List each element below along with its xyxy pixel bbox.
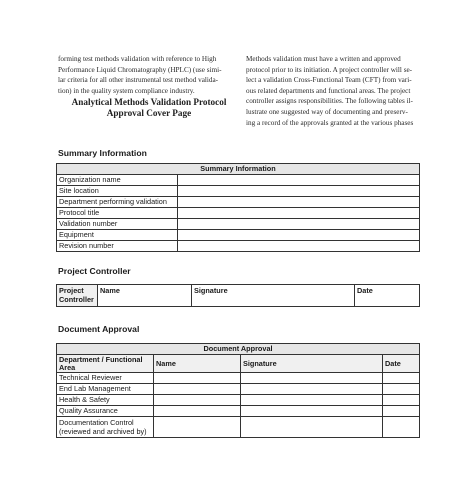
site-location-field[interactable] bbox=[178, 186, 420, 197]
intro-left-line: Performance Liquid Chromatography (HPLC) (use simi- bbox=[58, 65, 222, 74]
department-field[interactable] bbox=[178, 197, 420, 208]
cover-title-line-1: Analytical Methods Validation Protocol bbox=[71, 97, 227, 107]
table-row bbox=[57, 384, 420, 395]
row-label: Health & Safety bbox=[57, 395, 154, 406]
intro-right-line: lect a validation Cross-Functional Team (CFT) from vari- bbox=[246, 76, 412, 85]
row-label: Validation number bbox=[57, 219, 178, 230]
date-column-header: Date bbox=[383, 355, 420, 373]
summary-table bbox=[56, 163, 420, 252]
controller-section-heading: Project Controller bbox=[58, 266, 131, 276]
summary-table-header: Summary Information bbox=[57, 164, 420, 175]
cover-page-title bbox=[54, 97, 244, 119]
row-label: Documentation Control (reviewed and archived by) bbox=[57, 417, 154, 438]
intro-right-line: Methods validation must have a written and approved bbox=[246, 55, 401, 63]
row-label: Technical Reviewer bbox=[57, 373, 154, 384]
name-column-header: Name bbox=[154, 355, 241, 373]
project-controller-label: Project Controller bbox=[57, 285, 98, 307]
validation-number-field[interactable] bbox=[178, 219, 420, 230]
table-row bbox=[57, 219, 420, 230]
intro-right-line: ous related departments and functional areas. The project bbox=[246, 86, 411, 95]
signature-field[interactable] bbox=[241, 395, 383, 406]
row-label: Equipment bbox=[57, 230, 178, 241]
table-row bbox=[57, 175, 420, 186]
date-field[interactable] bbox=[383, 373, 420, 384]
row-label: Quality Assurance bbox=[57, 406, 154, 417]
cover-title-line-2: Approval Cover Page bbox=[106, 108, 192, 118]
row-label: Site location bbox=[57, 186, 178, 197]
name-field[interactable] bbox=[154, 373, 241, 384]
intro-left-column bbox=[58, 54, 236, 96]
table-row bbox=[57, 285, 420, 307]
revision-number-field[interactable] bbox=[178, 241, 420, 252]
row-label: Protocol title bbox=[57, 208, 178, 219]
name-field[interactable] bbox=[154, 395, 241, 406]
intro-left-line: forming test methods validation with reference to High bbox=[58, 55, 217, 63]
protocol-title-field[interactable] bbox=[178, 208, 420, 219]
table-row bbox=[57, 406, 420, 417]
table-header-row bbox=[57, 164, 420, 175]
intro-right-line: controller assigns responsibilities. The following tables il- bbox=[246, 97, 413, 106]
table-row bbox=[57, 208, 420, 219]
date-field[interactable] bbox=[383, 395, 420, 406]
signature-field[interactable] bbox=[241, 417, 383, 438]
name-field[interactable] bbox=[154, 417, 241, 438]
intro-right-line: ing a record of the approvals granted at the various phases bbox=[246, 118, 414, 127]
row-label: End Lab Management bbox=[57, 384, 154, 395]
approval-table-header: Document Approval bbox=[57, 344, 420, 355]
date-field[interactable] bbox=[383, 384, 420, 395]
row-label: Revision number bbox=[57, 241, 178, 252]
signature-field[interactable] bbox=[241, 373, 383, 384]
department-column-header: Department / Functional Area bbox=[57, 355, 154, 373]
name-field[interactable] bbox=[154, 384, 241, 395]
row-label: Organization name bbox=[57, 175, 178, 186]
intro-right-column bbox=[246, 54, 422, 128]
table-row bbox=[57, 417, 420, 438]
table-row bbox=[57, 186, 420, 197]
controller-signature-field[interactable]: Signature bbox=[192, 285, 355, 307]
document-approval-table bbox=[56, 343, 420, 438]
summary-section-heading: Summary Information bbox=[58, 148, 147, 158]
date-field[interactable] bbox=[383, 417, 420, 438]
controller-date-field[interactable]: Date bbox=[355, 285, 420, 307]
intro-left-line: lar criteria for all other instrumental test method valida- bbox=[58, 76, 219, 85]
row-label: Department performing validation bbox=[57, 197, 178, 208]
intro-right-line: protocol prior to its initiation. A project controller will se- bbox=[246, 65, 413, 74]
project-controller-table bbox=[56, 284, 420, 307]
controller-name-field[interactable]: Name bbox=[98, 285, 192, 307]
signature-field[interactable] bbox=[241, 406, 383, 417]
approval-section-heading: Document Approval bbox=[58, 324, 140, 334]
signature-field[interactable] bbox=[241, 384, 383, 395]
date-field[interactable] bbox=[383, 406, 420, 417]
equipment-field[interactable] bbox=[178, 230, 420, 241]
table-row bbox=[57, 241, 420, 252]
intro-right-line: lustrate one suggested way of documenting and preserv- bbox=[246, 107, 408, 116]
organization-name-field[interactable] bbox=[178, 175, 420, 186]
name-field[interactable] bbox=[154, 406, 241, 417]
table-row bbox=[57, 230, 420, 241]
table-header-row bbox=[57, 344, 420, 355]
intro-left-line: tion) in the quality system compliance industry. bbox=[58, 86, 195, 95]
table-column-header-row bbox=[57, 355, 420, 373]
table-row bbox=[57, 395, 420, 406]
table-row bbox=[57, 197, 420, 208]
signature-column-header: Signature bbox=[241, 355, 383, 373]
table-row bbox=[57, 373, 420, 384]
